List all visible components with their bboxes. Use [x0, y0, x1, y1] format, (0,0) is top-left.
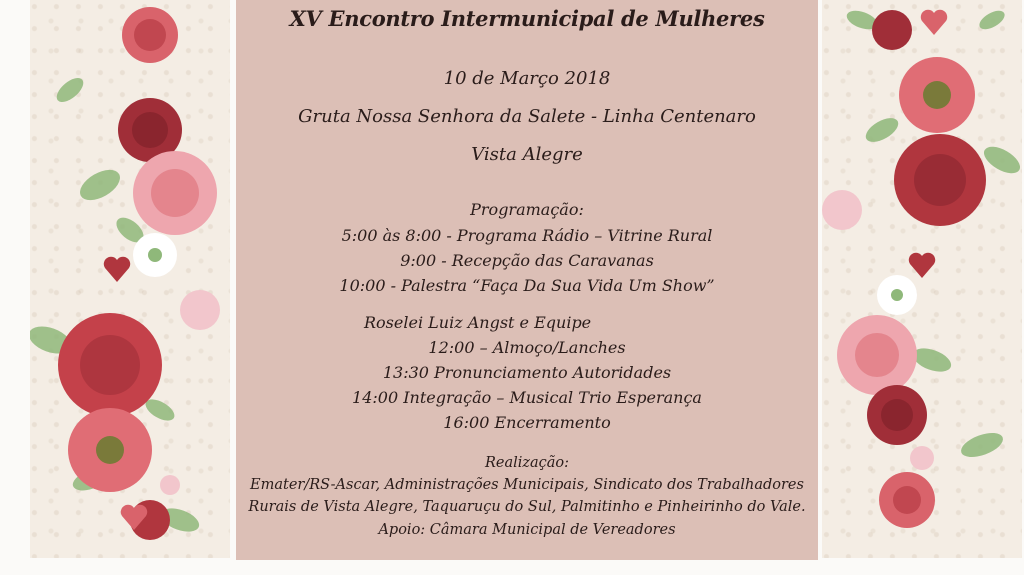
schedule-item: 13:30 Pronunciamento Autoridades [382, 363, 672, 382]
event-title: XV Encontro Intermunicipal de Mulheres [289, 6, 765, 31]
schedule-speaker: Roselei Luiz Angst e Equipe [364, 313, 592, 332]
support-line: Apoio: Câmara Municipal de Vereadores [378, 522, 676, 538]
schedule-item: 5:00 às 8:00 - Programa Rádio – Vitrine Rural [341, 226, 713, 245]
credits-heading: Realização: [484, 455, 570, 471]
left-roses-illustration [30, 0, 230, 558]
schedule-item: 16:00 Encerramento [443, 413, 611, 432]
credits-line-2: Rurais de Vista Alegre, Taquaruçu do Sul, Palmitinho e Pinheirinho do Vale. [248, 499, 806, 515]
event-city: Vista Alegre [471, 144, 583, 165]
schedule-item: 9:00 - Recepção das Caravanas [400, 251, 654, 270]
right-roses-illustration [822, 0, 1022, 558]
schedule-item: 10:00 - Palestra “Faça Da Sua Vida Um Show” [339, 276, 715, 295]
credits-line-1: Emater/RS-Ascar, Administrações Municipais, Sindicato dos Trabalhadores [250, 477, 804, 493]
event-date: 10 de Março 2018 [443, 68, 611, 89]
left-floral-border [30, 0, 230, 558]
schedule-item: 12:00 – Almoço/Lanches [428, 338, 626, 357]
right-floral-border [822, 0, 1022, 558]
event-location: Gruta Nossa Senhora da Salete - Linha Centenaro [298, 106, 756, 127]
invitation-card [236, 0, 818, 560]
schedule-heading: Programação: [470, 200, 584, 219]
schedule-item: 14:00 Integração – Musical Trio Esperança [352, 388, 702, 407]
